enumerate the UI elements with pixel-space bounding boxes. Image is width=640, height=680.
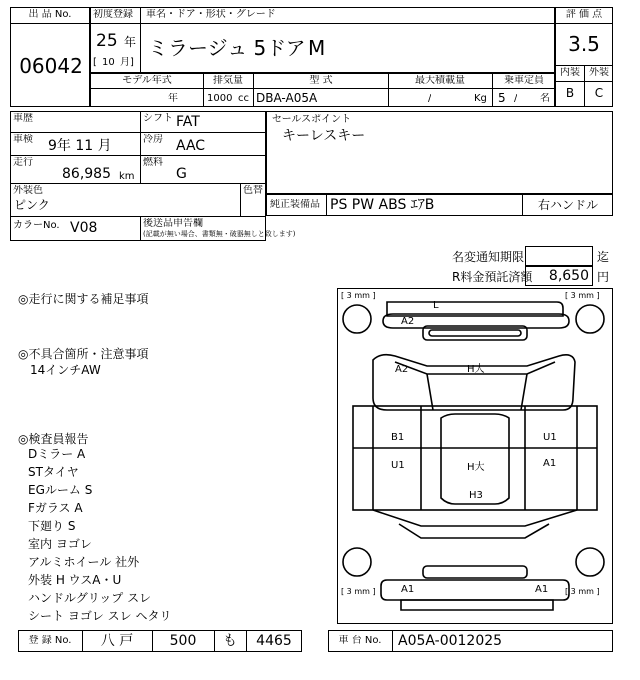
- steering: 右ハンドル: [537, 198, 598, 212]
- equipment-label: 純正装備品: [270, 199, 320, 210]
- color-change-label: 色替: [243, 185, 263, 196]
- inspector-item: 外装 H ウスA・U: [28, 573, 122, 587]
- grade: M: [308, 36, 326, 60]
- damage-mark: A2: [401, 316, 415, 327]
- shift-label: シフト: [143, 113, 173, 124]
- damage-mark: U1: [543, 432, 557, 443]
- lot-number: 06042: [19, 54, 83, 78]
- tire-icon: [343, 548, 371, 576]
- damage-mark: A1: [401, 584, 415, 595]
- capacity: 5: [498, 91, 506, 105]
- shift: FAT: [176, 114, 200, 130]
- damage-mark: L: [433, 300, 439, 311]
- aircon: AAC: [176, 138, 206, 154]
- car-damage-diagram: [337, 288, 613, 624]
- model-year-label: モデル年式: [122, 75, 172, 86]
- plate-label: 登 録 No.: [28, 635, 72, 646]
- sales-point: キーレスキー: [282, 128, 366, 144]
- inspector-item: 下廻り S: [28, 519, 76, 533]
- year-unit: 年: [124, 35, 137, 49]
- tire-tread-label: [ 3 mm ]: [341, 291, 376, 300]
- car-name: ミラージュ 5ドア: [148, 36, 306, 60]
- recycle-fee: 8,650: [548, 268, 589, 284]
- damage-mark: H3: [469, 490, 483, 501]
- inspector-item: STタイヤ: [28, 465, 79, 479]
- plate-class: 500: [169, 633, 197, 649]
- first-registration-label: 初度登録: [93, 9, 133, 20]
- color-label: 外装色: [13, 185, 43, 196]
- max-load-label: 最大積載量: [415, 75, 465, 86]
- displacement: 1000: [207, 93, 233, 104]
- tire-icon: [576, 305, 604, 333]
- score: 3.5: [568, 32, 600, 56]
- registration-month: 10: [102, 57, 115, 68]
- damage-mark: H大: [467, 462, 485, 473]
- inspection-label: 車検: [13, 134, 33, 145]
- model-type: DBA-A05A: [256, 91, 318, 105]
- interior-grade: B: [565, 86, 575, 100]
- mileage: 86,985: [62, 166, 111, 182]
- inspector-item: 室内 ヨゴレ: [28, 537, 92, 551]
- damage-mark: U1: [391, 460, 405, 471]
- score-label: 評 価 点: [565, 9, 603, 20]
- inspector-item: シート ヨゴレ スレ ヘタリ: [28, 609, 172, 623]
- registration-year: 25: [96, 31, 118, 51]
- inspector-item: EGルーム S: [28, 483, 93, 497]
- defects-label: ◎不具合箇所・注意事項: [18, 347, 149, 361]
- inspector-report-label: ◎検査員報告: [18, 432, 89, 446]
- tire-tread-label: [ 3 mm ]: [565, 587, 600, 596]
- cc-unit: cc: [238, 93, 249, 104]
- driving-notes-label: ◎走行に関する補足事項: [18, 292, 149, 306]
- transfer-deadline-unit: 迄: [597, 250, 610, 264]
- transfer-deadline-label: 名変通知期限: [452, 250, 525, 264]
- capacity-slash: /: [514, 93, 518, 104]
- color: ピンク: [14, 198, 50, 212]
- damage-mark: A1: [543, 458, 557, 469]
- model-type-label: 型 式: [309, 75, 333, 86]
- damage-mark: B1: [391, 432, 405, 443]
- chassis-label: 車 台 No.: [338, 635, 382, 646]
- inspector-item: Dミラー A: [28, 447, 86, 461]
- inspector-item: ハンドルグリップ スレ: [28, 591, 152, 605]
- equipment: PS PW ABS ｴｱB: [330, 197, 435, 213]
- month-unit: 月]: [120, 57, 134, 68]
- tire-tread-label: [ 3 mm ]: [341, 587, 376, 596]
- capacity-label: 乗車定員: [504, 75, 544, 86]
- inspector-item: アルミホイール 社外: [28, 555, 140, 569]
- fuel: G: [176, 166, 187, 182]
- person-unit: 名: [540, 93, 550, 104]
- month-bracket-open: [: [93, 57, 97, 68]
- sales-point-label: セールスポイント: [272, 114, 352, 125]
- kg-unit: Kg: [474, 93, 487, 104]
- post-report-note: (記載が無い場合、書類無・破器無しと致します): [143, 230, 296, 238]
- plate-region: 八 戸: [100, 633, 134, 649]
- recycle-fee-label: R料金預託済額: [452, 270, 533, 284]
- exterior-grade: C: [594, 86, 604, 100]
- displacement-label: 排気量: [213, 75, 243, 86]
- tire-icon: [343, 305, 371, 333]
- defect-item: 14インチAW: [30, 363, 101, 377]
- tire-icon: [576, 548, 604, 576]
- car-name-label: 車名・ドア・形状・グレード: [146, 9, 276, 20]
- km-unit: km: [119, 171, 135, 182]
- inspection-date: 9年 11 月: [48, 138, 112, 154]
- aircon-label: 冷房: [143, 134, 163, 145]
- mileage-label: 走行: [13, 157, 33, 168]
- plate-number: 4465: [256, 633, 292, 649]
- exterior-label: 外装: [589, 67, 609, 78]
- color-no-label: カラーNo.: [13, 220, 60, 231]
- history-label: 車歴: [13, 113, 33, 124]
- lot-number-label: 出 品 No.: [28, 9, 72, 20]
- plate-kana: も: [223, 633, 237, 649]
- interior-label: 内装: [560, 67, 580, 78]
- fuel-label: 燃料: [143, 157, 163, 168]
- transfer-deadline-field: [525, 246, 593, 266]
- load-slash: /: [428, 93, 432, 104]
- color-no: V08: [70, 220, 98, 236]
- model-year-unit: 年: [168, 93, 178, 104]
- post-report-label: 後送品申告欄: [143, 218, 203, 229]
- tire-tread-label: [ 3 mm ]: [565, 291, 600, 300]
- damage-mark: H大: [467, 364, 485, 375]
- chassis-number: A05A-0012025: [398, 633, 503, 649]
- inspector-item: Fガラス A: [28, 501, 83, 515]
- yen-unit: 円: [597, 270, 610, 284]
- damage-mark: A1: [535, 584, 549, 595]
- damage-mark: A2: [395, 364, 409, 375]
